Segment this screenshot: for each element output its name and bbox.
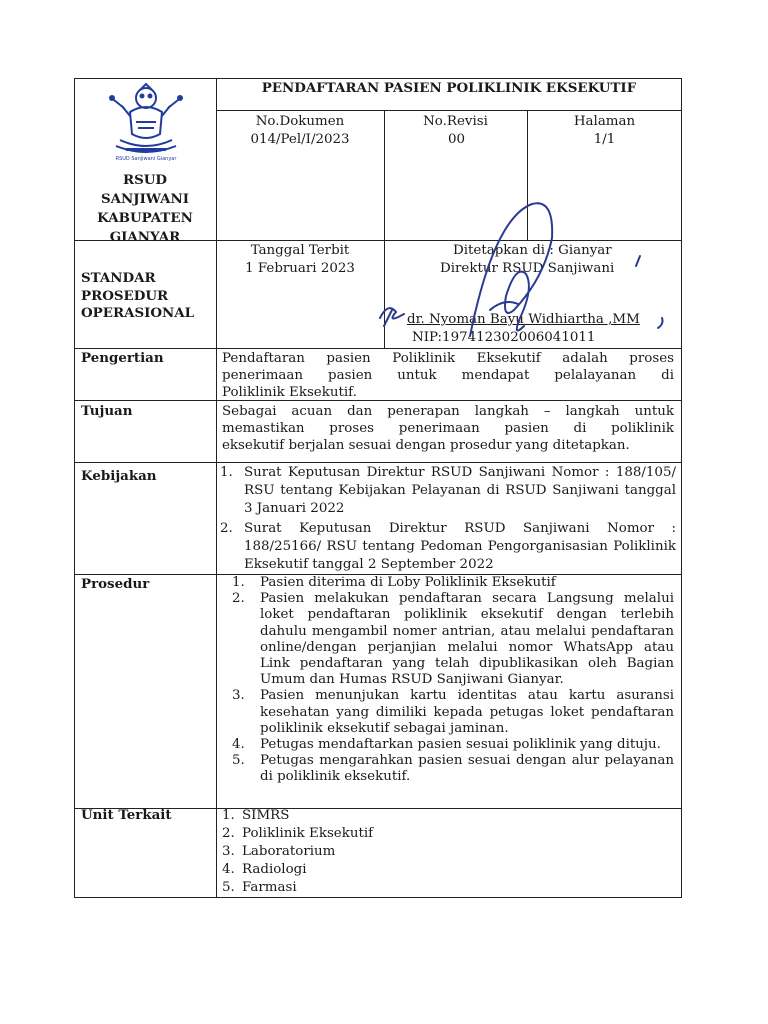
body-line: Sebagai acuan dan penerapan langkah – langkah untuk <box>222 404 674 419</box>
list-text: SIMRS <box>242 808 290 823</box>
body-line: penerimaan pasien untuk mendapat pelalayanan di <box>222 368 674 383</box>
list-number: 2. <box>222 826 235 841</box>
set-director-title: Direktur RSUD Sanjiwani <box>440 261 615 276</box>
list-item <box>222 879 674 897</box>
list-text: Petugas mengarahkan pasien sesuai dengan alur pelayanan di poliklinik eksekutif. <box>260 753 674 785</box>
list-item <box>222 807 674 825</box>
list-number: 5. <box>232 753 245 769</box>
list-text: Poliklinik Eksekutif <box>242 826 374 841</box>
revision-value: 00 <box>448 132 466 147</box>
director-name: dr. Nyoman Bayu Widhiartha ,MM <box>407 312 640 327</box>
sop-line: PROSEDUR <box>81 287 169 304</box>
list-number: 1. <box>232 575 245 590</box>
org-line: GIANYAR <box>109 229 181 245</box>
row-divider-2 <box>74 348 682 349</box>
page-value: 1/1 <box>593 132 616 147</box>
list-text: Pasien menunjukan kartu identitas atau kartu asuransi kesehatan yang dimiliki kepada petugas loket pendaftaran poliklinik eksekutif sebagai jaminan. <box>260 688 674 736</box>
list-number: 3. <box>222 844 235 859</box>
row-divider-4 <box>74 462 682 463</box>
list-text: Farmasi <box>242 880 297 895</box>
hospital-logo <box>100 82 192 162</box>
list-text: Radiologi <box>242 862 307 877</box>
set-location: Ditetapkan di : Gianyar <box>453 243 612 258</box>
list-number: 4. <box>232 737 245 753</box>
organization-name <box>74 171 216 247</box>
list-item <box>232 575 674 591</box>
list-text: Pasien melakukan pendaftaran secara Langsung melalui loket pendaftaran poliklinik eksekutif dengan terlebih dahulu mengambil nomer antrian, atau melalui pendaftaran online/dengan perjanjian melalui nomor WhatsApp atau Link pendaftaran yang telah dipublikasikan oleh Bagian Umum dan Humas RSUD Sanjiwani Gianyar. <box>260 591 674 688</box>
document-title: PENDAFTARAN PASIEN POLIKLINIK EKSEKUTIF <box>261 80 637 96</box>
section-label-unit-terkait: Unit Terkait <box>81 807 172 823</box>
list-number: 3. <box>232 688 245 704</box>
section-label-pengertian: Pengertian <box>81 350 164 366</box>
title-divider <box>216 110 682 111</box>
section-body-pengertian <box>222 350 674 401</box>
section-body-tujuan <box>222 403 674 454</box>
list-text: Surat Keputusan Direktur RSUD Sanjiwani Nomor : 188/105/ RSU tentang Kebijakan Pelayanan di RSUD Sanjiwani tanggal 3 Januari 2022 <box>244 465 676 516</box>
list-item <box>232 753 674 785</box>
list-item <box>222 825 674 843</box>
body-line: eksekutif berjalan sesuai dengan prosedur yang ditetapkan. <box>222 438 630 453</box>
sop-document <box>74 78 682 898</box>
revision-label: No.Revisi <box>423 114 488 129</box>
list-text: Petugas mendaftarkan pasien sesuai poliklinik yang dituju. <box>260 737 661 753</box>
section-label-kebijakan: Kebijakan <box>81 468 157 484</box>
list-item <box>220 464 676 518</box>
page-label: Halaman <box>573 114 636 129</box>
list-text: Pasien diterima di Loby Poliklinik Eksekutif <box>260 575 556 590</box>
body-line: Pendaftaran pasien Poliklinik Eksekutif adalah proses <box>222 351 674 366</box>
logo-caption: RSUD Sanjiwani Gianyar <box>115 156 177 162</box>
org-line: SANJIWANI <box>101 191 189 207</box>
section-body-unit-terkait <box>222 807 674 897</box>
list-item <box>222 861 674 879</box>
list-text: Surat Keputusan Direktur RSUD Sanjiwani Nomor : 188/25166/ RSU tentang Pedoman Pengorganisasian Poliklinik Eksekutif tanggal 2 September 2022 <box>244 521 676 572</box>
section-body-prosedur <box>232 575 674 786</box>
sop-line: STANDAR <box>81 270 156 286</box>
doc-number-value: 014/Pel/I/2023 <box>250 132 350 147</box>
list-number: 5. <box>222 880 235 895</box>
list-text: Laboratorium <box>242 844 336 859</box>
issue-date-label: Tanggal Terbit <box>250 243 350 258</box>
list-item <box>232 737 674 753</box>
column-divider <box>216 78 217 898</box>
section-body-kebijakan <box>220 464 676 574</box>
org-line: RSUD <box>122 172 168 188</box>
signature-icon <box>374 178 684 348</box>
list-item <box>222 843 674 861</box>
body-line: memastikan proses penerimaan pasien di poliklinik <box>222 421 674 436</box>
list-number: 4. <box>222 862 235 877</box>
list-number: 1. <box>222 808 235 823</box>
list-item <box>232 591 674 688</box>
section-label-tujuan: Tujuan <box>81 403 133 419</box>
director-nip: NIP:197412302006041011 <box>412 330 596 345</box>
list-number: 2. <box>220 521 233 536</box>
org-line: KABUPATEN <box>97 210 193 226</box>
section-label-prosedur: Prosedur <box>81 576 150 592</box>
list-item <box>220 520 676 574</box>
list-number: 2. <box>232 591 245 607</box>
doc-number-label: No.Dokumen <box>255 114 345 129</box>
list-item <box>232 688 674 737</box>
sop-label <box>81 270 194 323</box>
body-line: Poliklinik Eksekutif. <box>222 385 357 400</box>
sop-line: OPERASIONAL <box>81 305 195 321</box>
list-number: 1. <box>220 465 233 480</box>
issue-date-value: 1 Februari 2023 <box>245 261 355 276</box>
